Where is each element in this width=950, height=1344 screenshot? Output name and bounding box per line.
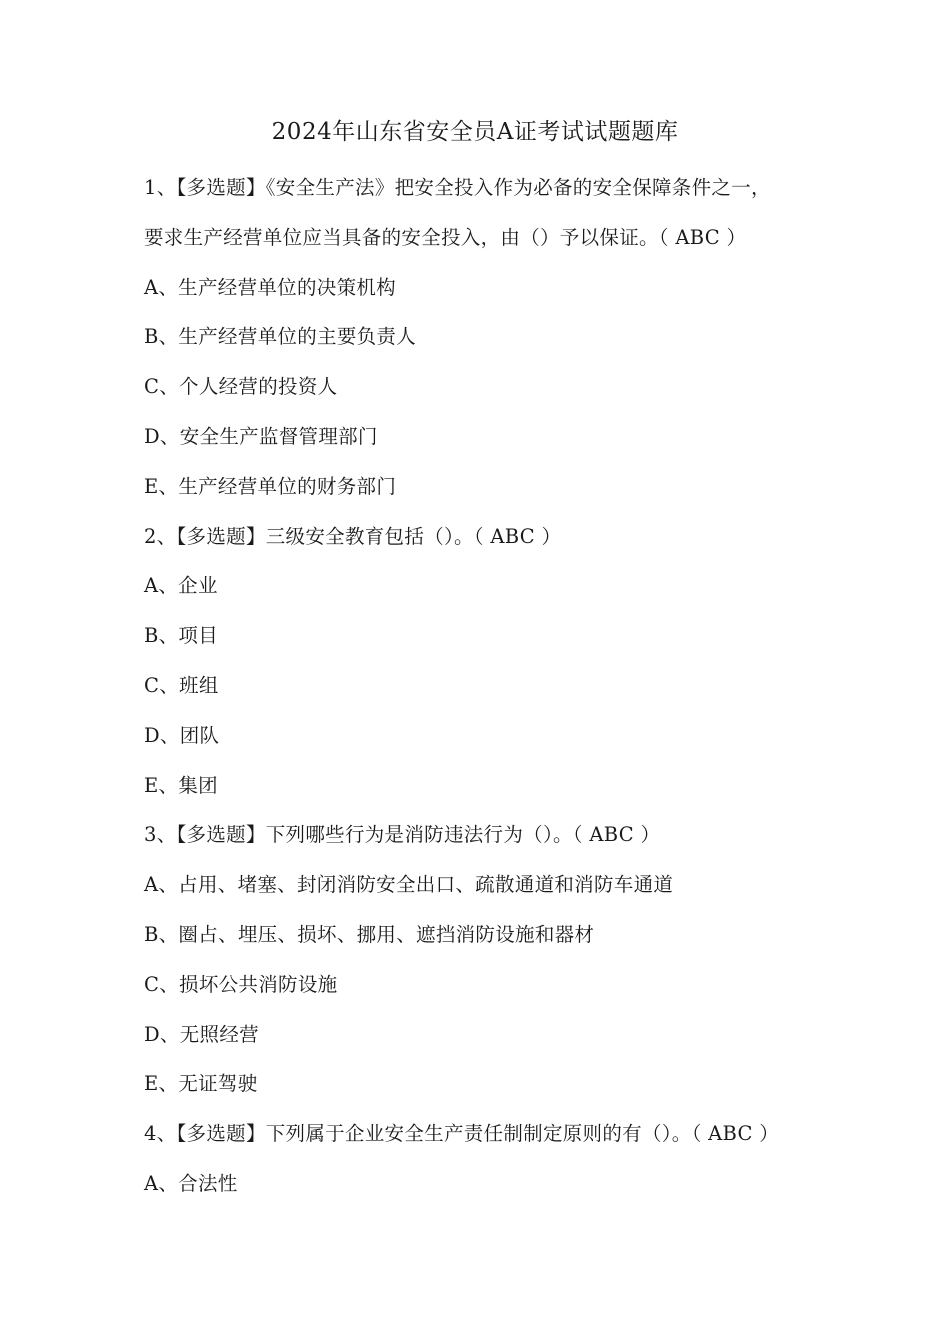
- question-2-option-c: C、班组: [144, 673, 219, 697]
- question-3-option-e: E、无证驾驶: [144, 1072, 258, 1096]
- question-2-text: 2、【多选题】三级安全教育包括（）。（ ABC ）: [144, 524, 562, 548]
- question-2-option-a: A、企业: [144, 574, 218, 598]
- question-2-option-b: B、项目: [144, 624, 219, 648]
- question-1-option-e: E、生产经营单位的财务部门: [144, 474, 397, 498]
- question-1-option-b: B、生产经营单位的主要负责人: [144, 325, 417, 349]
- question-3-text: 3、【多选题】下列哪些行为是消防违法行为（）。（ ABC ）: [144, 823, 661, 847]
- question-1-option-d: D、安全生产监督管理部门: [144, 424, 378, 448]
- question-3-option-d: D、无照经营: [144, 1022, 259, 1046]
- question-3-option-a: A、占用、堵塞、封闭消防安全出口、疏散通道和消防车通道: [144, 873, 674, 897]
- question-4-text: 4、【多选题】下列属于企业安全生产责任制制定原则的有（）。（ ABC ）: [144, 1122, 780, 1146]
- question-3-option-b: B、圈占、埋压、损坏、挪用、遮挡消防设施和器材: [144, 922, 595, 946]
- question-1-text-line-2: 要求生产经营单位应当具备的安全投入，由（）予以保证。（ ABC ）: [144, 225, 747, 249]
- question-2-option-e: E、集团: [144, 773, 218, 797]
- document-title: 2024年山东省安全员A证考试试题题库: [271, 119, 679, 145]
- question-4-option-a: A、合法性: [144, 1171, 238, 1195]
- question-3-option-c: C、损坏公共消防设施: [144, 972, 338, 996]
- question-1-option-a: A、生产经营单位的决策机构: [144, 275, 396, 299]
- question-1-text-line-1: 1、【多选题】《安全生产法》把安全投入作为必备的安全保障条件之一，: [144, 176, 771, 199]
- question-2-option-d: D、团队: [144, 723, 220, 747]
- question-1-option-c: C、个人经营的投资人: [144, 375, 338, 399]
- question-list: [144, 163, 824, 1209]
